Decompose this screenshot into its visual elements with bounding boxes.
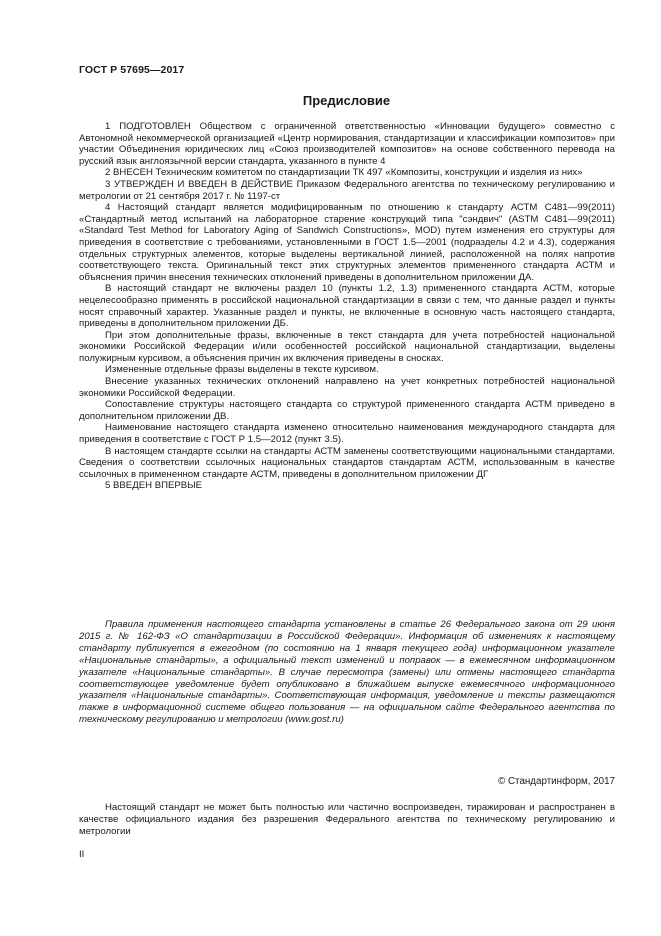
preface-paragraph: При этом дополнительные фразы, включенные в текст стандарта для учета потребностей национальной экономики Российской Федерации и/или особенностей российской национальной стандартизации, выделены полужирным курсивом, а объяснения причин их включения приведены в сносках. bbox=[79, 329, 615, 364]
preface-paragraph: Внесение указанных технических отклонений направлено на учет конкретных потребностей национальной экономики Российской Федерации. bbox=[79, 376, 615, 399]
preface-body bbox=[79, 121, 615, 492]
preface-item-2: 2 ВНЕСЕН Техническим комитетом по стандартизации ТК 497 «Композиты, конструкции и изделия из них» bbox=[105, 167, 583, 179]
preface-paragraph: Сопоставление структуры настоящего стандарта со структурой примененного стандарта АСТМ приведено в дополнительном приложении ДВ. bbox=[79, 399, 615, 422]
preface-item-3: 3 УТВЕРЖДЕН И ВВЕДЕН В ДЕЙСТВИЕ Приказом Федерального агентства по техническому регулированию и метрологии от 21 сентября 2017 г. № 1197-ст bbox=[79, 178, 615, 202]
rules-of-application bbox=[79, 619, 615, 726]
preface-paragraph: Наименование настоящего стандарта изменено относительно наименования международного стандарта для приведения в соответствие с ГОСТ Р 1.5—2012 (пункт 3.5). bbox=[79, 422, 615, 446]
preface-paragraph: В настоящем стандарте ссылки на стандарты АСТМ заменены соответствующими национальными стандартами. Сведения о соответствии ссылочных национальных стандартов стандартам АСТМ, использованным в качестве ссылочных в примененном стандарте АСТМ, приведены в дополнительном приложении ДГ bbox=[79, 445, 615, 480]
copyright-line: © Стандартинформ, 2017 bbox=[498, 776, 615, 787]
preface-paragraph: Измененные отдельные фразы выделены в тексте курсивом. bbox=[105, 364, 379, 376]
document-code: ГОСТ Р 57695—2017 bbox=[79, 64, 185, 76]
rules-paragraph: Правила применения настоящего стандарта установлены в статье 26 Федерального закона от 29 июня 2015 г. № 162-ФЗ «О стандартизации в Российской Федерации». Информация об изменениях к настоящему стандарту публикуется в ежегодном (по состоянию на 1 января текущего года) информационном указателе «Национальные стандарты», а официальный текст изменений и поправок — в ежемесячном информационном указателе «Национальные стандарты». В случае пересмотра (замены) или отмены настоящего стандарта соответствующее уведомление будет опубликовано в ближайшем выпуске ежемесячного информационного указателя «Национальные стандарты». Соответствующая информация, уведомление и тексты размещаются также в информационной системе общего пользования — на официальном сайте Федерального агентства по техническому регулированию и метрологии (www.gost.ru) bbox=[79, 619, 615, 726]
page-title: Предисловие bbox=[302, 93, 391, 108]
page-number: II bbox=[79, 849, 85, 860]
preface-item-4: 4 Настоящий стандарт является модифицированным по отношению к стандарту АСТМ С481—99(2011) «Стандартный метод испытаний на лабораторное старение конструкций типа "сэндвич" (ASTM C481—99(2011) «Standard Test Method for Laboratory Aging of Sandwich Constructions», MOD) путем изменения его структуры для приведения в соответствие с требованиями, установленными в ГОСТ 1.5—2001 (подразделы 4.2 и 4.3), содержания отдельных структурных элементов, которые выделены вертикальной линией, расположенной на полях напротив соответствующего текста. Оригинальный текст этих структурных элементов примененного стандарта АСТМ и объяснения причин внесения технических отклонений приведены в дополнительном приложении ДА. bbox=[79, 202, 615, 283]
preface-item-5: 5 ВВЕДЕН ВПЕРВЫЕ bbox=[105, 480, 203, 492]
notice-paragraph: Настоящий стандарт не может быть полностью или частично воспроизведен, тиражирован и распространен в качестве официального издания без разрешения Федерального агентства по техническому регулированию и метрологии bbox=[79, 802, 615, 837]
reproduction-notice bbox=[79, 802, 615, 837]
preface-item-1: 1 ПОДГОТОВЛЕН Обществом с ограниченной ответственностью «Инновации будущего» совместно с Автономной некоммерческой организацией «Центр нормирования, стандартизации и классификации композитов» при участии Объединения юридических лиц «Союз производителей композитов» на основе собственного перевода на русский язык англоязычной версии стандарта, указанного в пункте 4 bbox=[79, 121, 615, 167]
preface-paragraph: В настоящий стандарт не включены раздел 10 (пункты 1.2, 1.3) примененного стандарта АСТМ, которые нецелесообразно применять в российской национальной стандартизации в связи с тем, что данные раздел и пункты носят справочный характер. Указанные раздел и пункты, не включенные в основную часть настоящего стандарта, приведены в дополнительном приложении ДБ. bbox=[79, 283, 615, 330]
